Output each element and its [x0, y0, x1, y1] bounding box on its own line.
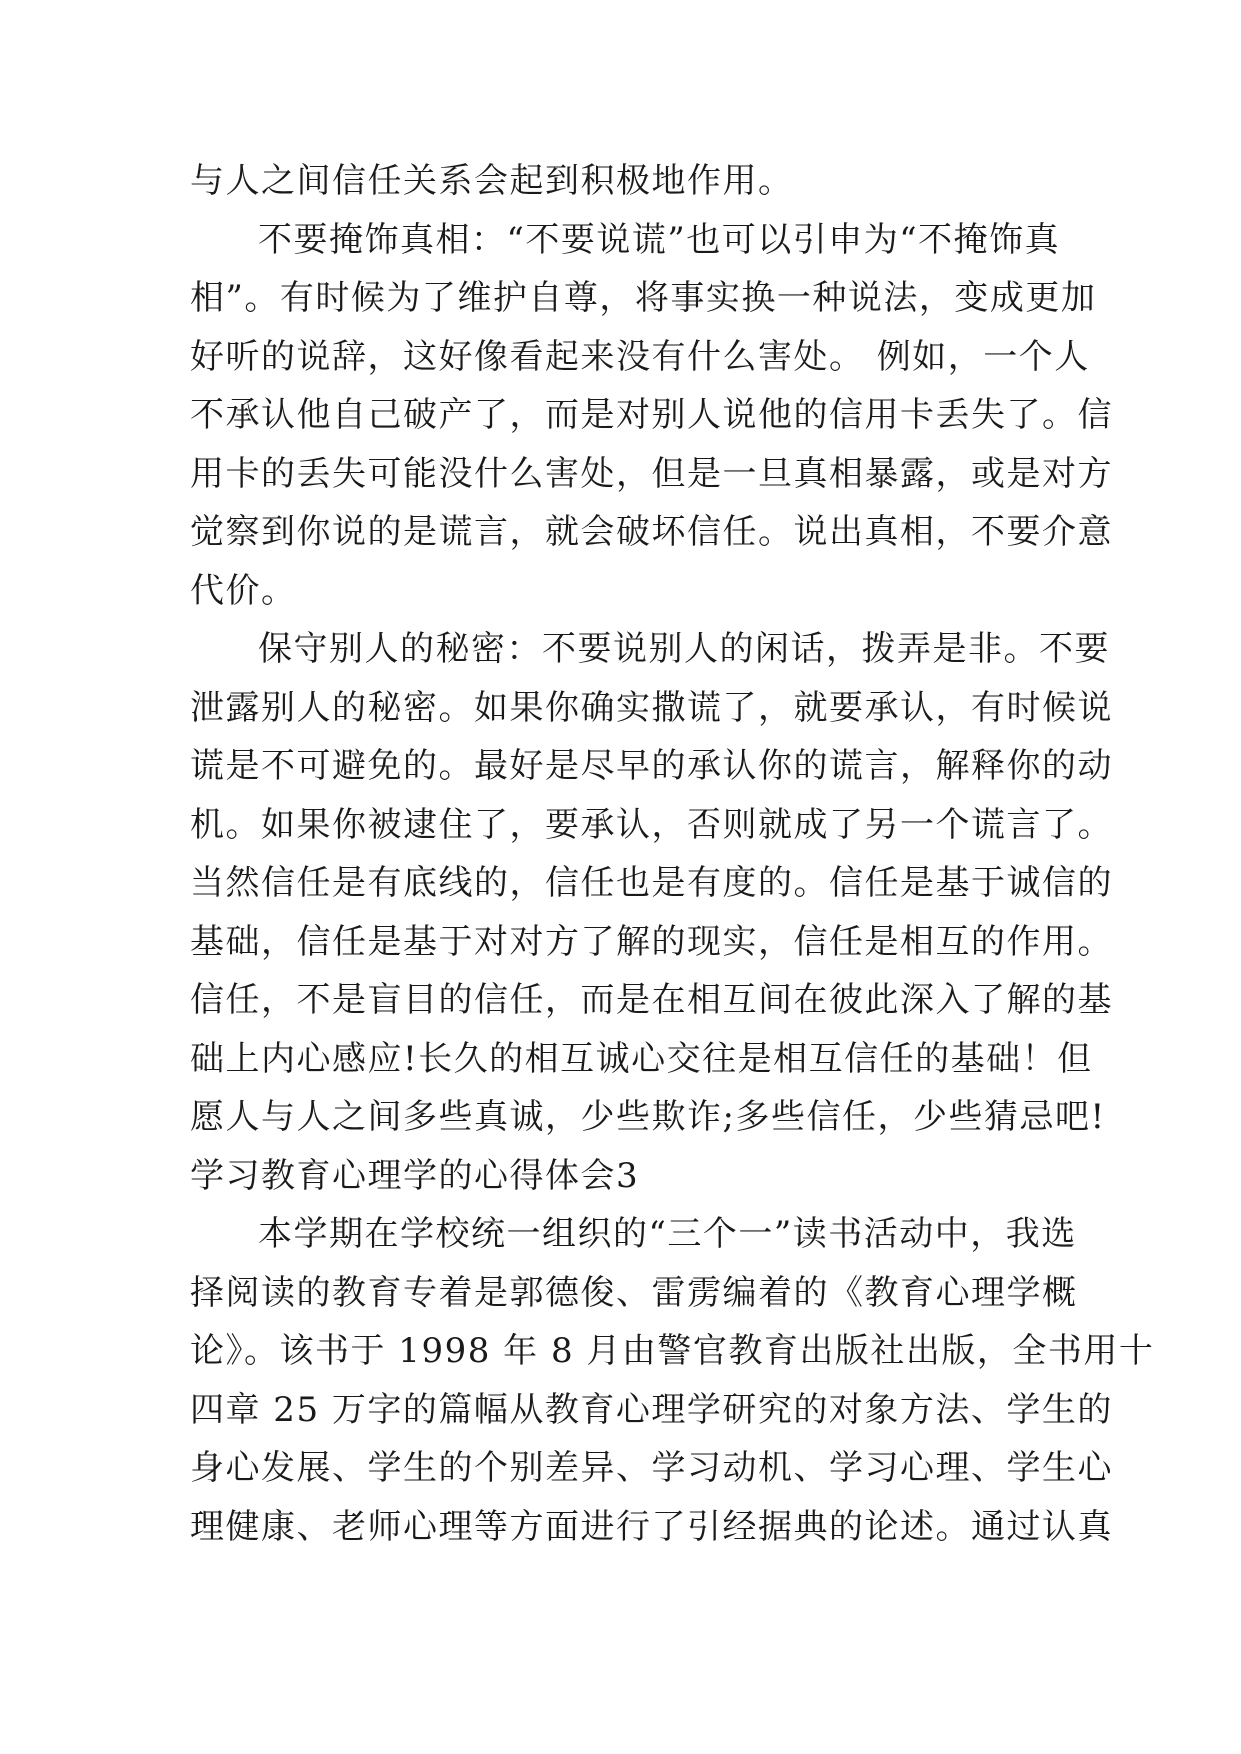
- document-body: [190, 152, 1155, 1556]
- paragraph-start-line: 保守别人的秘密：不要说别人的闲话，拨弄是非。不要: [258, 629, 1110, 669]
- text-line: 当然信任是有底线的，信任也是有度的。信任是基于诚信的: [190, 863, 1113, 903]
- text-line: 觉察到你说的是谎言，就会破坏信任。说出真相，不要介意: [190, 512, 1113, 552]
- text-line: 基础，信任是基于对对方了解的现实，信任是相互的作用。: [190, 921, 1113, 962]
- section-heading: 学习教育心理学的心得体会3: [190, 1155, 640, 1196]
- text-line: 用卡的丢失可能没什么害处，但是一旦真相暴露，或是对方: [190, 453, 1113, 494]
- text-line: 与人之间信任关系会起到积极地作用。: [190, 161, 794, 201]
- text-line: 信任，不是盲目的信任，而是在相互间在彼此深入了解的基: [190, 980, 1113, 1020]
- text-line: 相”。有时候为了维护自尊，将事实换一种说法，变成更加: [190, 278, 1097, 318]
- text-line: 不承认他自己破产了，而是对别人说他的信用卡丢失了。信: [190, 395, 1113, 435]
- text-line: 谎是不可避免的。最好是尽早的承认你的谎言，解释你的动: [190, 746, 1113, 786]
- text-line: 论》。该书于 1998 年 8 月由警官教育出版社出版，全书用十: [190, 1331, 1155, 1371]
- text-line: 机。如果你被逮住了，要承认，否则就成了另一个谎言了。: [190, 804, 1113, 845]
- text-line: 础上内心感应!长久的相互诚心交往是相互信任的基础！但: [190, 1038, 1093, 1079]
- paragraph-start-line: 不要掩饰真相：“不要说谎”也可以引申为“不掩饰真: [258, 219, 1061, 260]
- text-line: 泄露别人的秘密。如果你确实撒谎了，就要承认，有时候说: [190, 687, 1113, 728]
- text-line: 愿人与人之间多些真诚，少些欺诈;多些信任，少些猜忌吧!: [190, 1097, 1106, 1137]
- text-line: 身心发展、学生的个别差异、学习动机、学习心理、学生心: [190, 1448, 1113, 1488]
- text-line: 择阅读的教育专着是郭德俊、雷雳编着的《教育心理学概: [190, 1272, 1078, 1313]
- text-line: 四章 25 万字的篇幅从教育心理学研究的对象方法、学生的: [190, 1389, 1113, 1430]
- text-line: 好听的说辞，这好像看起来没有什么害处。 例如，一个人: [190, 336, 1090, 377]
- text-line: 理健康、老师心理等方面进行了引经据典的论述。通过认真: [190, 1506, 1113, 1547]
- text-line: 代价。: [190, 570, 297, 611]
- paragraph-start-line: 本学期在学校统一组织的“三个一”读书活动中，我选: [258, 1214, 1077, 1254]
